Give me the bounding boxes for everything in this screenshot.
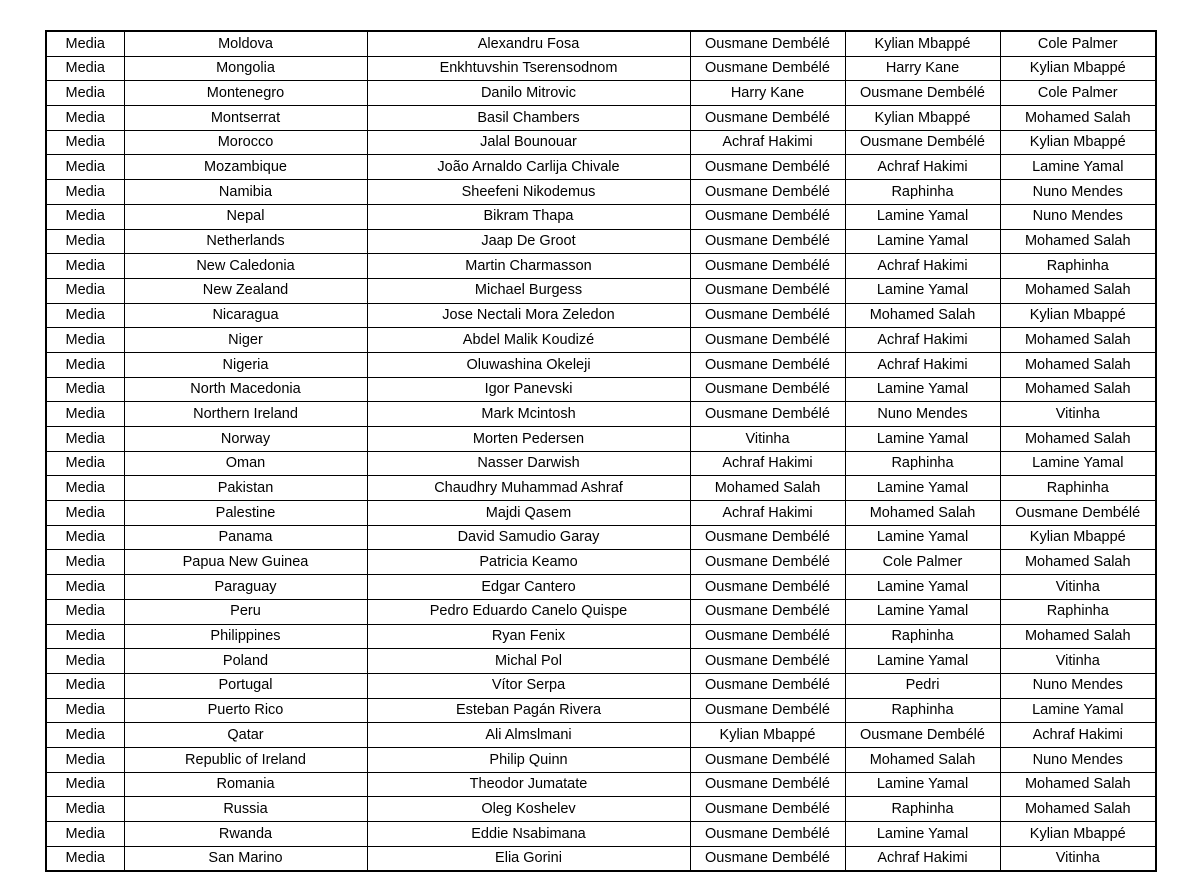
- cell-third-place: Lamine Yamal: [1000, 155, 1156, 180]
- cell-first-place: Ousmane Dembélé: [690, 229, 845, 254]
- cell-first-place: Ousmane Dembélé: [690, 352, 845, 377]
- cell-voter: Pedro Eduardo Canelo Quispe: [367, 599, 690, 624]
- cell-voter: Enkhtuvshin Tserensodnom: [367, 56, 690, 81]
- table-row: [46, 106, 1156, 131]
- cell-third-place: Kylian Mbappé: [1000, 130, 1156, 155]
- cell-type: Media: [46, 229, 124, 254]
- cell-nation: Qatar: [124, 723, 367, 748]
- cell-nation: Nepal: [124, 204, 367, 229]
- cell-nation: Northern Ireland: [124, 402, 367, 427]
- cell-voter: Martin Charmasson: [367, 254, 690, 279]
- cell-voter: Nasser Darwish: [367, 451, 690, 476]
- cell-type: Media: [46, 698, 124, 723]
- cell-third-place: Mohamed Salah: [1000, 352, 1156, 377]
- cell-first-place: Achraf Hakimi: [690, 130, 845, 155]
- cell-third-place: Nuno Mendes: [1000, 204, 1156, 229]
- cell-first-place: Ousmane Dembélé: [690, 550, 845, 575]
- cell-first-place: Ousmane Dembélé: [690, 204, 845, 229]
- table-row: [46, 747, 1156, 772]
- cell-type: Media: [46, 352, 124, 377]
- cell-third-place: Cole Palmer: [1000, 31, 1156, 56]
- cell-voter: Alexandru Fosa: [367, 31, 690, 56]
- cell-voter: Michal Pol: [367, 649, 690, 674]
- cell-first-place: Ousmane Dembélé: [690, 525, 845, 550]
- cell-type: Media: [46, 822, 124, 847]
- cell-second-place: Harry Kane: [845, 56, 1000, 81]
- table-row: [46, 673, 1156, 698]
- cell-type: Media: [46, 525, 124, 550]
- cell-second-place: Raphinha: [845, 451, 1000, 476]
- cell-nation: Puerto Rico: [124, 698, 367, 723]
- table-row: [46, 303, 1156, 328]
- cell-type: Media: [46, 624, 124, 649]
- cell-second-place: Raphinha: [845, 624, 1000, 649]
- cell-third-place: Cole Palmer: [1000, 81, 1156, 106]
- cell-voter: Oleg Koshelev: [367, 797, 690, 822]
- table-row: [46, 180, 1156, 205]
- cell-second-place: Lamine Yamal: [845, 377, 1000, 402]
- cell-type: Media: [46, 81, 124, 106]
- cell-nation: San Marino: [124, 846, 367, 871]
- cell-first-place: Ousmane Dembélé: [690, 624, 845, 649]
- cell-voter: Majdi Qasem: [367, 501, 690, 526]
- table-row: [46, 649, 1156, 674]
- cell-second-place: Lamine Yamal: [845, 229, 1000, 254]
- cell-third-place: Kylian Mbappé: [1000, 303, 1156, 328]
- cell-type: Media: [46, 377, 124, 402]
- cell-type: Media: [46, 204, 124, 229]
- cell-first-place: Ousmane Dembélé: [690, 254, 845, 279]
- cell-type: Media: [46, 56, 124, 81]
- cell-first-place: Harry Kane: [690, 81, 845, 106]
- cell-voter: Eddie Nsabimana: [367, 822, 690, 847]
- table-row: [46, 81, 1156, 106]
- cell-nation: Namibia: [124, 180, 367, 205]
- cell-voter: Jose Nectali Mora Zeledon: [367, 303, 690, 328]
- cell-nation: Oman: [124, 451, 367, 476]
- cell-second-place: Kylian Mbappé: [845, 31, 1000, 56]
- table-row: [46, 352, 1156, 377]
- cell-third-place: Mohamed Salah: [1000, 772, 1156, 797]
- cell-voter: Chaudhry Muhammad Ashraf: [367, 476, 690, 501]
- cell-first-place: Ousmane Dembélé: [690, 31, 845, 56]
- cell-type: Media: [46, 747, 124, 772]
- vote-table: [45, 30, 1157, 872]
- cell-voter: Michael Burgess: [367, 278, 690, 303]
- cell-first-place: Ousmane Dembélé: [690, 377, 845, 402]
- cell-voter: Bikram Thapa: [367, 204, 690, 229]
- cell-third-place: Mohamed Salah: [1000, 328, 1156, 353]
- cell-type: Media: [46, 427, 124, 452]
- cell-voter: Jaap De Groot: [367, 229, 690, 254]
- table-row: [46, 772, 1156, 797]
- cell-first-place: Ousmane Dembélé: [690, 747, 845, 772]
- cell-nation: Romania: [124, 772, 367, 797]
- cell-nation: Norway: [124, 427, 367, 452]
- cell-third-place: Kylian Mbappé: [1000, 525, 1156, 550]
- table-row: [46, 599, 1156, 624]
- cell-third-place: Achraf Hakimi: [1000, 723, 1156, 748]
- cell-nation: Philippines: [124, 624, 367, 649]
- cell-type: Media: [46, 106, 124, 131]
- cell-nation: Rwanda: [124, 822, 367, 847]
- cell-nation: Pakistan: [124, 476, 367, 501]
- cell-third-place: Mohamed Salah: [1000, 229, 1156, 254]
- cell-voter: Elia Gorini: [367, 846, 690, 871]
- cell-third-place: Mohamed Salah: [1000, 377, 1156, 402]
- cell-voter: Vítor Serpa: [367, 673, 690, 698]
- cell-type: Media: [46, 328, 124, 353]
- cell-nation: Papua New Guinea: [124, 550, 367, 575]
- cell-nation: North Macedonia: [124, 377, 367, 402]
- cell-first-place: Achraf Hakimi: [690, 501, 845, 526]
- cell-second-place: Ousmane Dembélé: [845, 130, 1000, 155]
- cell-voter: Oluwashina Okeleji: [367, 352, 690, 377]
- cell-second-place: Lamine Yamal: [845, 204, 1000, 229]
- cell-voter: Igor Panevski: [367, 377, 690, 402]
- table-row: [46, 575, 1156, 600]
- cell-voter: Danilo Mitrovic: [367, 81, 690, 106]
- cell-type: Media: [46, 402, 124, 427]
- cell-nation: Montenegro: [124, 81, 367, 106]
- cell-type: Media: [46, 846, 124, 871]
- cell-first-place: Ousmane Dembélé: [690, 575, 845, 600]
- cell-nation: Nigeria: [124, 352, 367, 377]
- cell-type: Media: [46, 31, 124, 56]
- cell-second-place: Nuno Mendes: [845, 402, 1000, 427]
- cell-type: Media: [46, 649, 124, 674]
- cell-first-place: Ousmane Dembélé: [690, 822, 845, 847]
- cell-second-place: Achraf Hakimi: [845, 155, 1000, 180]
- table-row: [46, 797, 1156, 822]
- cell-voter: Edgar Cantero: [367, 575, 690, 600]
- cell-type: Media: [46, 550, 124, 575]
- cell-third-place: Vitinha: [1000, 575, 1156, 600]
- cell-voter: Basil Chambers: [367, 106, 690, 131]
- cell-first-place: Ousmane Dembélé: [690, 698, 845, 723]
- table-row: [46, 624, 1156, 649]
- cell-third-place: Raphinha: [1000, 476, 1156, 501]
- cell-second-place: Lamine Yamal: [845, 278, 1000, 303]
- cell-second-place: Raphinha: [845, 797, 1000, 822]
- table-row: [46, 278, 1156, 303]
- cell-first-place: Ousmane Dembélé: [690, 846, 845, 871]
- cell-first-place: Ousmane Dembélé: [690, 402, 845, 427]
- table-row: [46, 525, 1156, 550]
- table-row: [46, 698, 1156, 723]
- cell-nation: Paraguay: [124, 575, 367, 600]
- cell-second-place: Lamine Yamal: [845, 575, 1000, 600]
- cell-type: Media: [46, 155, 124, 180]
- cell-nation: Republic of Ireland: [124, 747, 367, 772]
- cell-voter: Theodor Jumatate: [367, 772, 690, 797]
- cell-nation: Portugal: [124, 673, 367, 698]
- table-row: [46, 427, 1156, 452]
- cell-third-place: Raphinha: [1000, 254, 1156, 279]
- cell-third-place: Nuno Mendes: [1000, 747, 1156, 772]
- cell-nation: Mongolia: [124, 56, 367, 81]
- cell-second-place: Achraf Hakimi: [845, 328, 1000, 353]
- cell-nation: New Caledonia: [124, 254, 367, 279]
- table-row: [46, 56, 1156, 81]
- cell-voter: Abdel Malik Koudizé: [367, 328, 690, 353]
- cell-first-place: Ousmane Dembélé: [690, 673, 845, 698]
- table-row: [46, 204, 1156, 229]
- cell-second-place: Lamine Yamal: [845, 476, 1000, 501]
- cell-voter: Morten Pedersen: [367, 427, 690, 452]
- cell-third-place: Vitinha: [1000, 846, 1156, 871]
- cell-type: Media: [46, 130, 124, 155]
- cell-voter: João Arnaldo Carlija Chivale: [367, 155, 690, 180]
- cell-first-place: Mohamed Salah: [690, 476, 845, 501]
- cell-third-place: Nuno Mendes: [1000, 673, 1156, 698]
- cell-voter: Jalal Bounouar: [367, 130, 690, 155]
- cell-second-place: Kylian Mbappé: [845, 106, 1000, 131]
- table-row: [46, 377, 1156, 402]
- cell-first-place: Ousmane Dembélé: [690, 278, 845, 303]
- cell-type: Media: [46, 303, 124, 328]
- cell-second-place: Ousmane Dembélé: [845, 81, 1000, 106]
- cell-third-place: Raphinha: [1000, 599, 1156, 624]
- cell-nation: Nicaragua: [124, 303, 367, 328]
- table-row: [46, 846, 1156, 871]
- cell-second-place: Mohamed Salah: [845, 501, 1000, 526]
- cell-type: Media: [46, 575, 124, 600]
- table-row: [46, 31, 1156, 56]
- cell-type: Media: [46, 501, 124, 526]
- cell-nation: Peru: [124, 599, 367, 624]
- cell-second-place: Achraf Hakimi: [845, 846, 1000, 871]
- cell-second-place: Raphinha: [845, 180, 1000, 205]
- cell-nation: Niger: [124, 328, 367, 353]
- cell-nation: Netherlands: [124, 229, 367, 254]
- cell-first-place: Ousmane Dembélé: [690, 649, 845, 674]
- cell-second-place: Lamine Yamal: [845, 599, 1000, 624]
- cell-type: Media: [46, 451, 124, 476]
- cell-first-place: Ousmane Dembélé: [690, 328, 845, 353]
- cell-type: Media: [46, 797, 124, 822]
- cell-type: Media: [46, 599, 124, 624]
- table-row: [46, 254, 1156, 279]
- table-row: [46, 451, 1156, 476]
- cell-nation: Panama: [124, 525, 367, 550]
- cell-type: Media: [46, 254, 124, 279]
- cell-third-place: Vitinha: [1000, 649, 1156, 674]
- table-row: [46, 155, 1156, 180]
- cell-second-place: Achraf Hakimi: [845, 254, 1000, 279]
- cell-first-place: Achraf Hakimi: [690, 451, 845, 476]
- cell-third-place: Mohamed Salah: [1000, 427, 1156, 452]
- cell-third-place: Mohamed Salah: [1000, 278, 1156, 303]
- cell-first-place: Ousmane Dembélé: [690, 599, 845, 624]
- cell-voter: Ali Almslmani: [367, 723, 690, 748]
- table-row: [46, 550, 1156, 575]
- cell-third-place: Mohamed Salah: [1000, 797, 1156, 822]
- cell-second-place: Lamine Yamal: [845, 525, 1000, 550]
- cell-second-place: Pedri: [845, 673, 1000, 698]
- cell-type: Media: [46, 673, 124, 698]
- table-row: [46, 328, 1156, 353]
- table-row: [46, 476, 1156, 501]
- cell-second-place: Mohamed Salah: [845, 303, 1000, 328]
- cell-first-place: Ousmane Dembélé: [690, 303, 845, 328]
- cell-first-place: Ousmane Dembélé: [690, 106, 845, 131]
- cell-voter: Sheefeni Nikodemus: [367, 180, 690, 205]
- cell-second-place: Cole Palmer: [845, 550, 1000, 575]
- table-row: [46, 229, 1156, 254]
- cell-nation: New Zealand: [124, 278, 367, 303]
- cell-second-place: Lamine Yamal: [845, 822, 1000, 847]
- vote-table-body: [46, 31, 1156, 871]
- cell-voter: David Samudio Garay: [367, 525, 690, 550]
- cell-first-place: Ousmane Dembélé: [690, 155, 845, 180]
- table-row: [46, 723, 1156, 748]
- cell-nation: Palestine: [124, 501, 367, 526]
- cell-voter: Philip Quinn: [367, 747, 690, 772]
- cell-second-place: Lamine Yamal: [845, 649, 1000, 674]
- cell-nation: Morocco: [124, 130, 367, 155]
- cell-first-place: Ousmane Dembélé: [690, 772, 845, 797]
- cell-third-place: Nuno Mendes: [1000, 180, 1156, 205]
- cell-third-place: Lamine Yamal: [1000, 451, 1156, 476]
- table-row: [46, 130, 1156, 155]
- cell-third-place: Kylian Mbappé: [1000, 822, 1156, 847]
- cell-first-place: Ousmane Dembélé: [690, 180, 845, 205]
- cell-third-place: Mohamed Salah: [1000, 550, 1156, 575]
- cell-first-place: Vitinha: [690, 427, 845, 452]
- cell-nation: Moldova: [124, 31, 367, 56]
- cell-second-place: Mohamed Salah: [845, 747, 1000, 772]
- cell-voter: Patricia Keamo: [367, 550, 690, 575]
- cell-second-place: Achraf Hakimi: [845, 352, 1000, 377]
- cell-type: Media: [46, 180, 124, 205]
- cell-third-place: Lamine Yamal: [1000, 698, 1156, 723]
- cell-voter: Esteban Pagán Rivera: [367, 698, 690, 723]
- cell-third-place: Ousmane Dembélé: [1000, 501, 1156, 526]
- cell-first-place: Ousmane Dembélé: [690, 797, 845, 822]
- cell-type: Media: [46, 278, 124, 303]
- table-row: [46, 402, 1156, 427]
- cell-nation: Russia: [124, 797, 367, 822]
- table-row: [46, 822, 1156, 847]
- cell-third-place: Vitinha: [1000, 402, 1156, 427]
- cell-type: Media: [46, 723, 124, 748]
- cell-first-place: Kylian Mbappé: [690, 723, 845, 748]
- cell-type: Media: [46, 476, 124, 501]
- cell-type: Media: [46, 772, 124, 797]
- cell-second-place: Lamine Yamal: [845, 427, 1000, 452]
- cell-nation: Montserrat: [124, 106, 367, 131]
- cell-second-place: Raphinha: [845, 698, 1000, 723]
- cell-nation: Mozambique: [124, 155, 367, 180]
- cell-nation: Poland: [124, 649, 367, 674]
- cell-voter: Ryan Fenix: [367, 624, 690, 649]
- cell-third-place: Kylian Mbappé: [1000, 56, 1156, 81]
- cell-second-place: Lamine Yamal: [845, 772, 1000, 797]
- cell-first-place: Ousmane Dembélé: [690, 56, 845, 81]
- cell-voter: Mark Mcintosh: [367, 402, 690, 427]
- cell-third-place: Mohamed Salah: [1000, 624, 1156, 649]
- cell-second-place: Ousmane Dembélé: [845, 723, 1000, 748]
- table-row: [46, 501, 1156, 526]
- cell-third-place: Mohamed Salah: [1000, 106, 1156, 131]
